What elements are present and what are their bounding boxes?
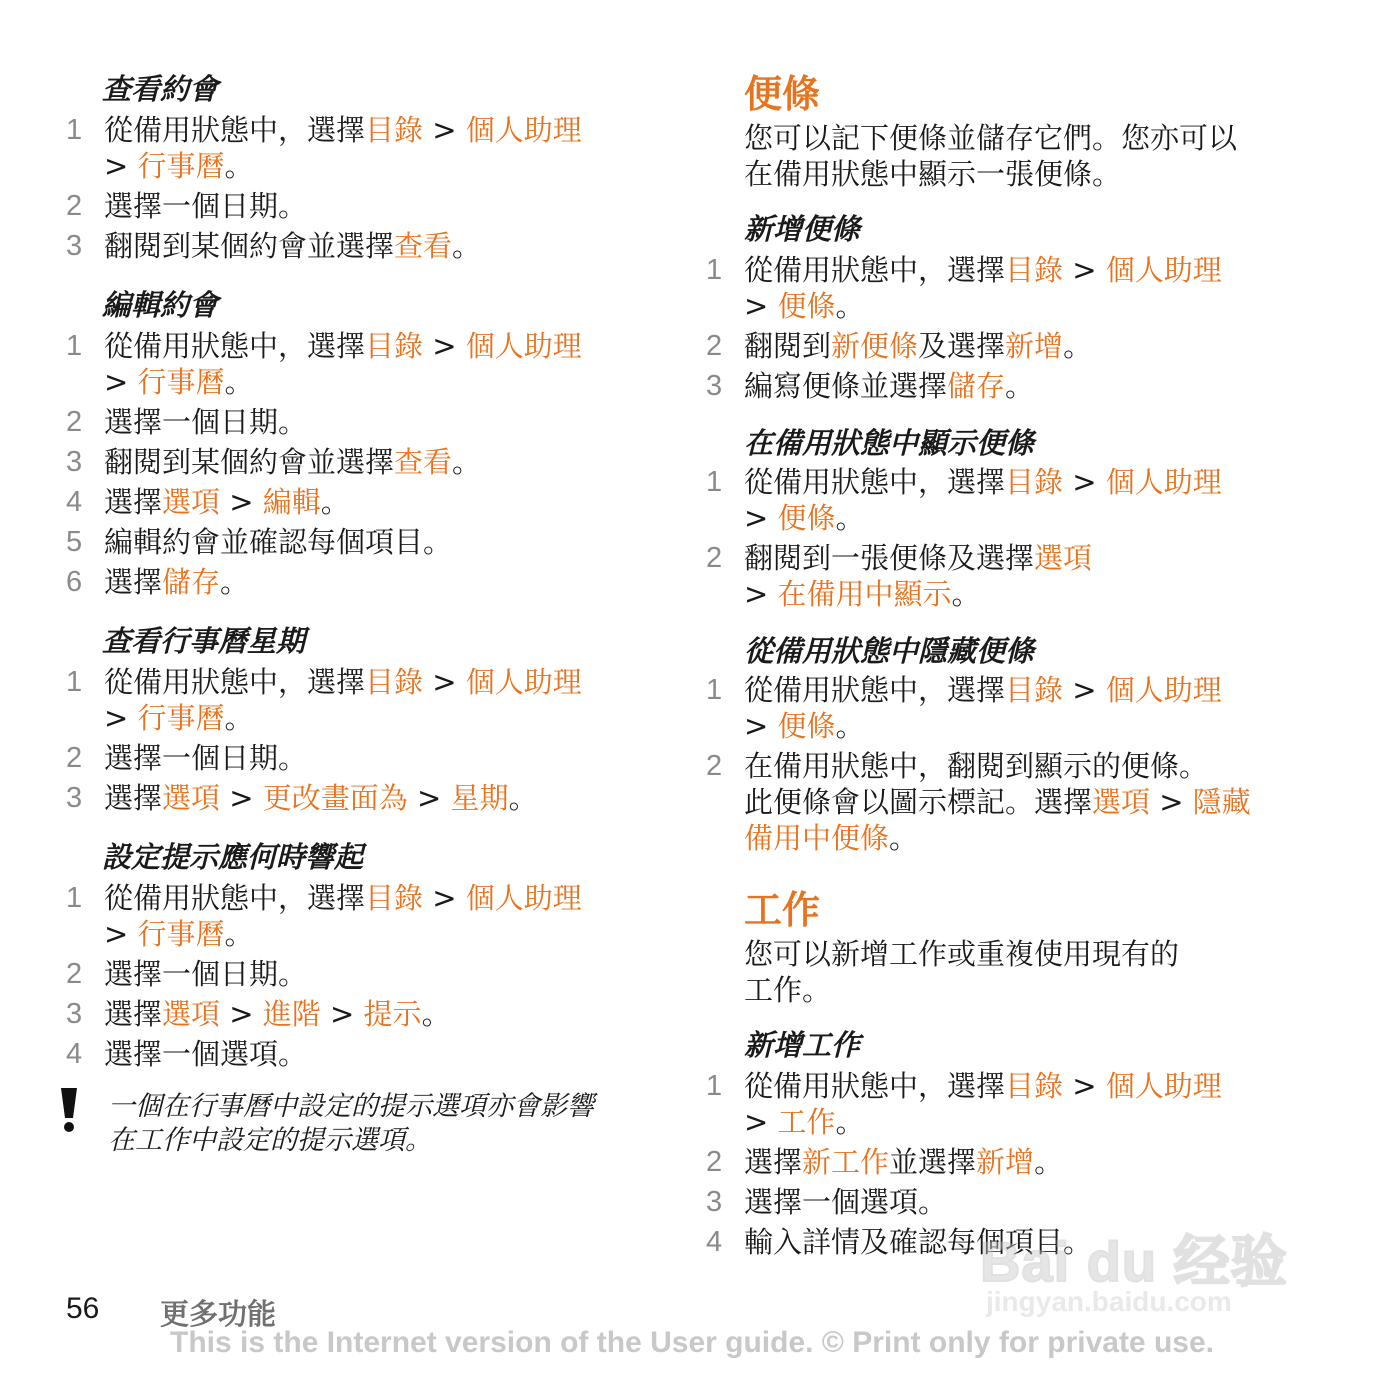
notes-intro: 您可以記下便條並儲存它們。您亦可以 在備用狀態中顯示一張便條。 <box>744 121 1238 191</box>
subheading-view-appointment: 查看約會 <box>102 72 219 106</box>
tasks-intro: 您可以新增工作或重複使用現有的 工作。 <box>744 937 1180 1007</box>
subheading-set-reminder: 設定提示應何時響起 <box>102 840 364 874</box>
watermark-brand: Bai du 经验 <box>980 1230 1288 1293</box>
baidu-watermark <box>980 1200 1310 1320</box>
heading-tasks: 工作 <box>744 888 821 932</box>
subheading-edit-appointment: 編輯約會 <box>102 288 219 322</box>
subheading-view-week: 查看行事曆星期 <box>102 624 306 658</box>
footer-notice: This is the Internet version of the User guide. © Print only for private use. <box>170 1326 1214 1359</box>
note-text: 一個在行事曆中設定的提示選項亦會影響 在工作中設定的提示選項。 <box>108 1091 594 1156</box>
section-name: 更多功能 <box>160 1297 277 1331</box>
subheading-hide-note: 從備用狀態中隱藏便條 <box>744 634 1035 668</box>
heading-notes: 便條 <box>744 72 821 116</box>
subheading-add-note: 新增便條 <box>744 212 861 246</box>
subheading-show-note: 在備用狀態中顯示便條 <box>744 426 1035 460</box>
watermark-url: jingyan.baidu.com <box>986 1286 1232 1317</box>
page-number: 56 <box>66 1292 100 1325</box>
exclamation-icon <box>58 1086 80 1134</box>
subheading-add-task: 新增工作 <box>744 1028 861 1062</box>
